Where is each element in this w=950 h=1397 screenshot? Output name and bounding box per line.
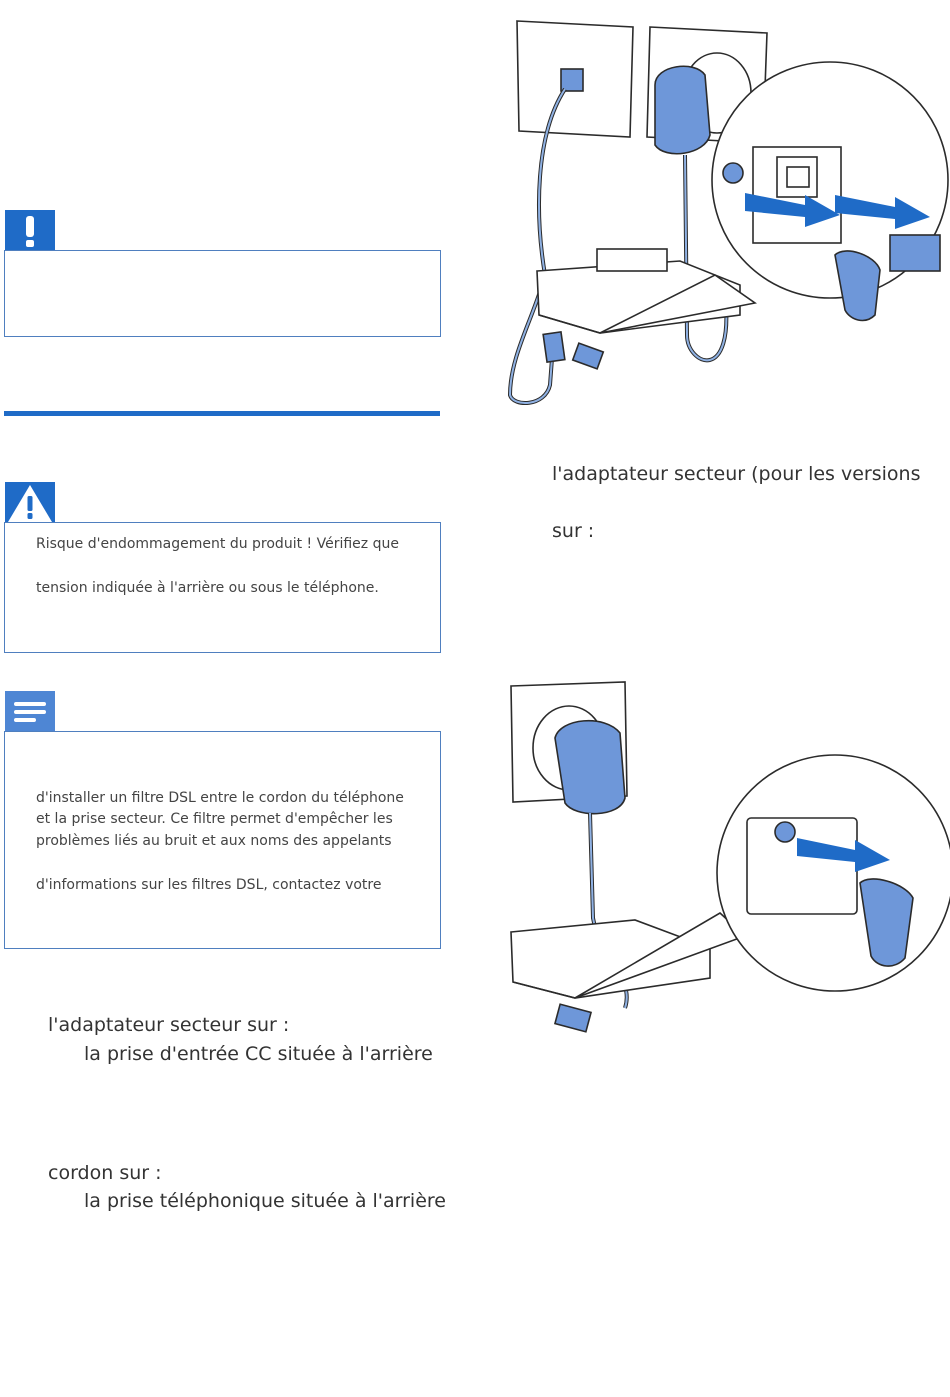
base-with-line-and-power-illustration (505, 15, 945, 415)
important-tab (5, 210, 55, 250)
note-lines-icon (5, 691, 55, 731)
note-line-3: problèmes liés au bruit et aux noms des appelants (36, 833, 392, 849)
caption-1: l'adaptateur secteur (pour les versions (552, 463, 921, 485)
caption-2: sur : (552, 520, 595, 542)
note-line-1: d'installer un filtre DSL entre le cordon du téléphone (36, 790, 404, 806)
section-divider (4, 411, 440, 416)
important-box (4, 250, 441, 337)
exclamation-icon (5, 210, 55, 250)
caution-box (4, 522, 441, 653)
note-tab (5, 691, 55, 731)
step-power-line-2: la prise d'entrée CC située à l'arrière (84, 1043, 433, 1065)
step-phone-line-2: la prise téléphonique située à l'arrière (84, 1190, 446, 1212)
caution-tab (5, 482, 55, 522)
caution-line-2: tension indiquée à l'arrière ou sous le téléphone. (36, 580, 379, 596)
base-power-only-illustration (505, 678, 945, 1048)
step-phone-line-1: cordon sur : (48, 1162, 162, 1184)
caution-line-1: Risque d'endommagement du produit ! Vérifiez que (36, 536, 399, 552)
note-line-4: d'informations sur les filtres DSL, contactez votre (36, 877, 382, 893)
note-box (4, 731, 441, 949)
step-power-line-1: l'adaptateur secteur sur : (48, 1014, 290, 1036)
warning-triangle-icon (5, 482, 55, 522)
note-line-2: et la prise secteur. Ce filtre permet d'empêcher les (36, 811, 393, 827)
